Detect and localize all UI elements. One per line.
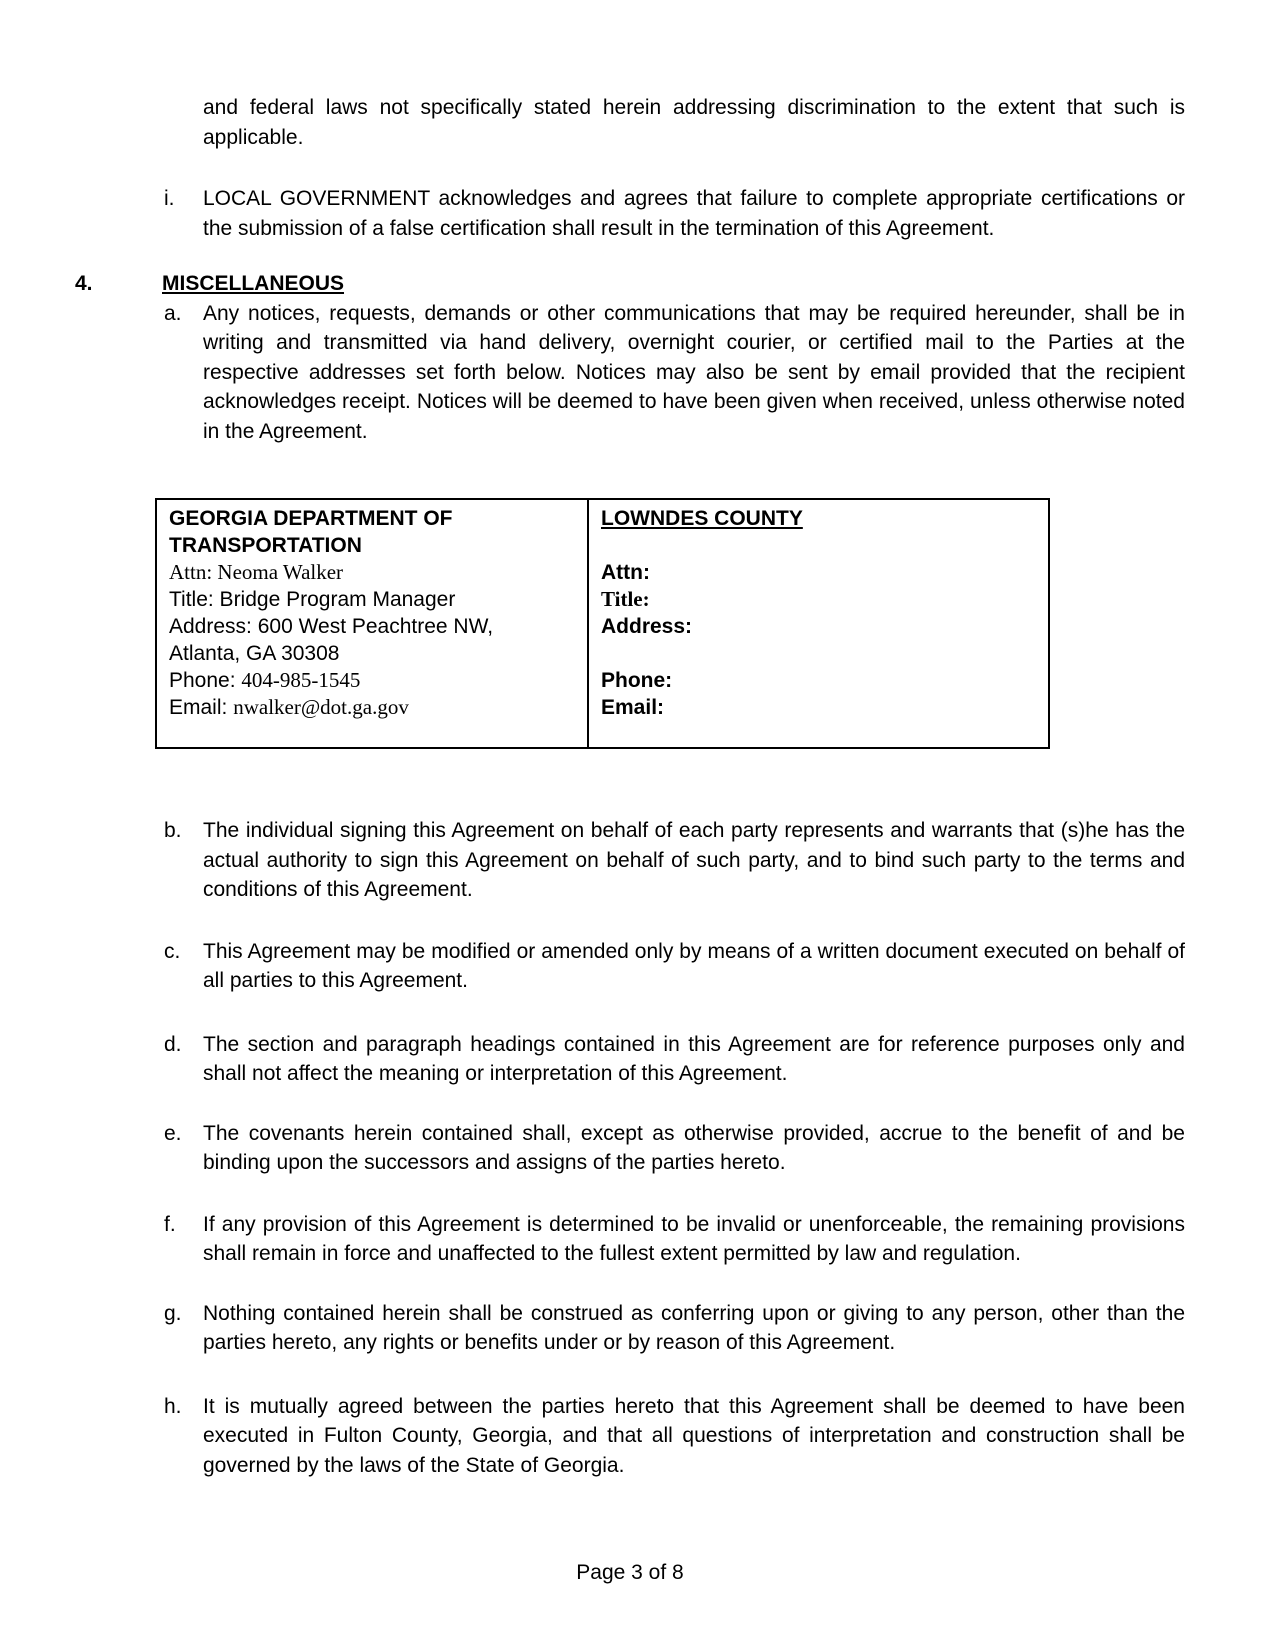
gdot-email-label: Email: [169,696,228,719]
list-item-d-text: The section and paragraph headings contained in this Agreement are for reference purposes only and shall not affect the meaning or interpretation of this Agreement. [203,1032,1185,1085]
gdot-address-line2: Atlanta, GA 30308 [169,642,340,665]
list-item-f [164,1210,1185,1269]
gdot-phone-line [169,667,575,694]
footer-page-number: Page 3 of 8 [576,1561,684,1584]
list-item-c-text: This Agreement may be modified or amended only by means of a written document executed on behalf of all parties to this Agreement. [203,939,1185,992]
list-item-f-text: If any provision of this Agreement is determined to be invalid or unenforceable, the remaining provisions shall remain in force and unaffected to the fullest extent permitted by law and regulation. [203,1212,1185,1265]
county-title-label: Title: [601,587,650,611]
list-item-d [164,1030,1185,1089]
county-blank-line-2 [601,640,1036,667]
county-attn-label: Attn: [601,561,650,584]
contact-table-row [156,499,1049,748]
list-item-g-text: Nothing contained herein shall be construed as conferring upon or giving to any person, other than the parties hereto, any rights or benefits under or by reason of this Agreement. [203,1301,1185,1354]
county-org-name: LOWNDES COUNTY [601,507,803,530]
list-item-i-marker: i. [164,187,175,210]
list-item-g-marker: g. [164,1301,182,1325]
gdot-email-line [169,694,575,721]
gdot-org-line2: TRANSPORTATION [169,534,362,557]
list-item-a-text: Any notices, requests, demands or other communications that may be required hereunder, shall be in writing and transmitted via hand delivery, overnight courier, or certified mail to the Parties at the respective addresses set forth below. Notices may also be sent by email provided that the recipient acknowledges receipt. Notices will be deemed to have been given when received, unless otherwise noted in the Agreement. [203,301,1185,443]
list-item-a-marker: a. [164,301,182,325]
county-blank-line-1 [601,532,1036,559]
list-item-i [164,184,1185,243]
list-item-d-marker: d. [164,1032,182,1056]
list-item-b-marker: b. [164,819,182,842]
list-item-e-text: The covenants herein contained shall, except as otherwise provided, accrue to the benefit of and be binding upon the successors and assigns of the parties hereto. [203,1121,1185,1174]
gdot-title-line: Title: Bridge Program Manager [169,588,456,611]
list-item-i-text: LOCAL GOVERNMENT acknowledges and agrees that failure to complete appropriate certifications or the submission of a false certification shall result in the termination of this Agreement. [203,187,1185,240]
list-item-c-marker: c. [164,939,181,963]
section-4-heading [75,269,1185,299]
list-item-h [164,1392,1185,1481]
intro-continuation-paragraph: and federal laws not specifically stated herein addressing discrimination to the extent that such is applicable. [203,96,1185,149]
gdot-phone-label: Phone: [169,669,236,692]
gdot-attn-line: Attn: Neoma Walker [169,560,344,584]
contact-table [155,498,1050,749]
list-item-b-text: The individual signing this Agreement on behalf of each party represents and warrants that (s)he has the actual authority to sign this Agreement on behalf of such party, and to bind such party to the terms and conditions of this Agreement. [203,819,1185,901]
list-item-c [164,937,1185,996]
list-item-e-marker: e. [164,1121,182,1145]
gdot-address-line1: Address: 600 West Peachtree NW, [169,615,494,638]
list-item-b [164,816,1185,905]
section-4-title: MISCELLANEOUS [162,272,345,295]
list-item-f-marker: f. [164,1212,176,1236]
county-address-label: Address: [601,615,693,638]
gdot-email-value: nwalker@dot.ga.gov [233,695,409,719]
county-email-label: Email: [601,696,665,719]
gdot-org-line1: GEORGIA DEPARTMENT OF [169,507,453,530]
list-item-h-marker: h. [164,1394,182,1418]
county-phone-label: Phone: [601,669,673,692]
list-item-a [164,299,1185,447]
list-item-g [164,1299,1185,1358]
county-cell [588,499,1049,748]
section-4-number: 4. [75,272,93,295]
gdot-cell [156,499,588,748]
list-item-h-text: It is mutually agreed between the parties hereto that this Agreement shall be deemed to have been executed in Fulton County, Georgia, and that all questions of interpretation and construction shall be governed by the laws of the State of Georgia. [203,1394,1185,1477]
gdot-phone-value: 404-985-1545 [241,668,361,692]
list-item-e [164,1119,1185,1178]
